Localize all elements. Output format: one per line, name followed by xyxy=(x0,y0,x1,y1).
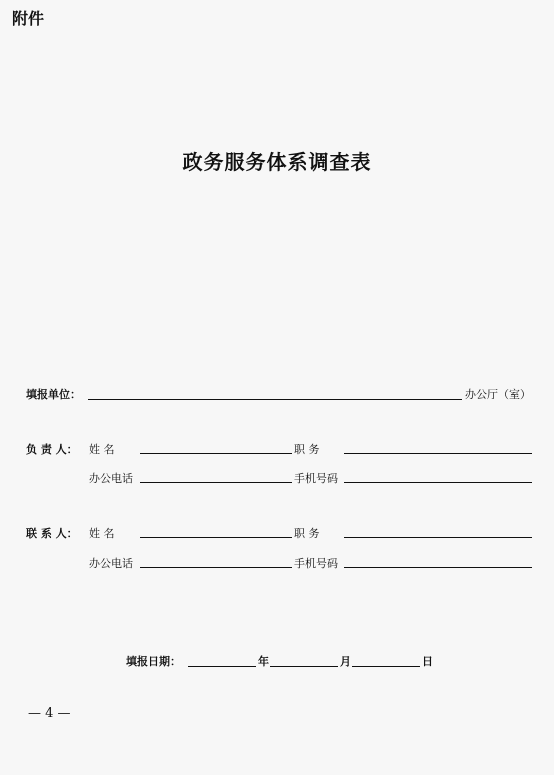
unit-input[interactable] xyxy=(88,387,462,400)
responsible-office-phone-label: 办公电话 xyxy=(89,472,133,485)
contact-name-label: 姓 名 xyxy=(89,527,115,540)
contact-label: 联 系 人： xyxy=(26,527,78,540)
form-title: 政务服务体系调查表 xyxy=(182,150,372,174)
attachment-label: 附件 xyxy=(12,9,45,28)
date-year-input[interactable] xyxy=(188,654,256,667)
contact-position-input[interactable] xyxy=(344,525,532,538)
responsible-office-phone-input[interactable] xyxy=(140,470,292,483)
responsible-position-input[interactable] xyxy=(344,441,532,454)
responsible-position-label: 职 务 xyxy=(294,443,320,456)
responsible-mobile-label: 手机号码 xyxy=(294,472,338,485)
unit-suffix: 办公厅（室） xyxy=(465,388,531,401)
date-month-input[interactable] xyxy=(270,654,338,667)
contact-office-phone-label: 办公电话 xyxy=(89,557,133,570)
date-label: 填报日期： xyxy=(126,655,181,668)
date-day-input[interactable] xyxy=(352,654,420,667)
responsible-label: 负 责 人： xyxy=(26,443,78,456)
page-number: — 4 — xyxy=(28,706,71,721)
contact-mobile-input[interactable] xyxy=(344,555,532,568)
responsible-name-label: 姓 名 xyxy=(89,443,115,456)
contact-office-phone-input[interactable] xyxy=(140,555,292,568)
date-month-label: 月 xyxy=(340,655,351,668)
contact-position-label: 职 务 xyxy=(294,527,320,540)
contact-mobile-label: 手机号码 xyxy=(294,557,338,570)
responsible-mobile-input[interactable] xyxy=(344,470,532,483)
responsible-name-input[interactable] xyxy=(140,441,292,454)
contact-name-input[interactable] xyxy=(140,525,292,538)
date-day-label: 日 xyxy=(422,655,433,668)
date-year-label: 年 xyxy=(258,655,269,668)
unit-label: 填报单位： xyxy=(26,388,81,401)
